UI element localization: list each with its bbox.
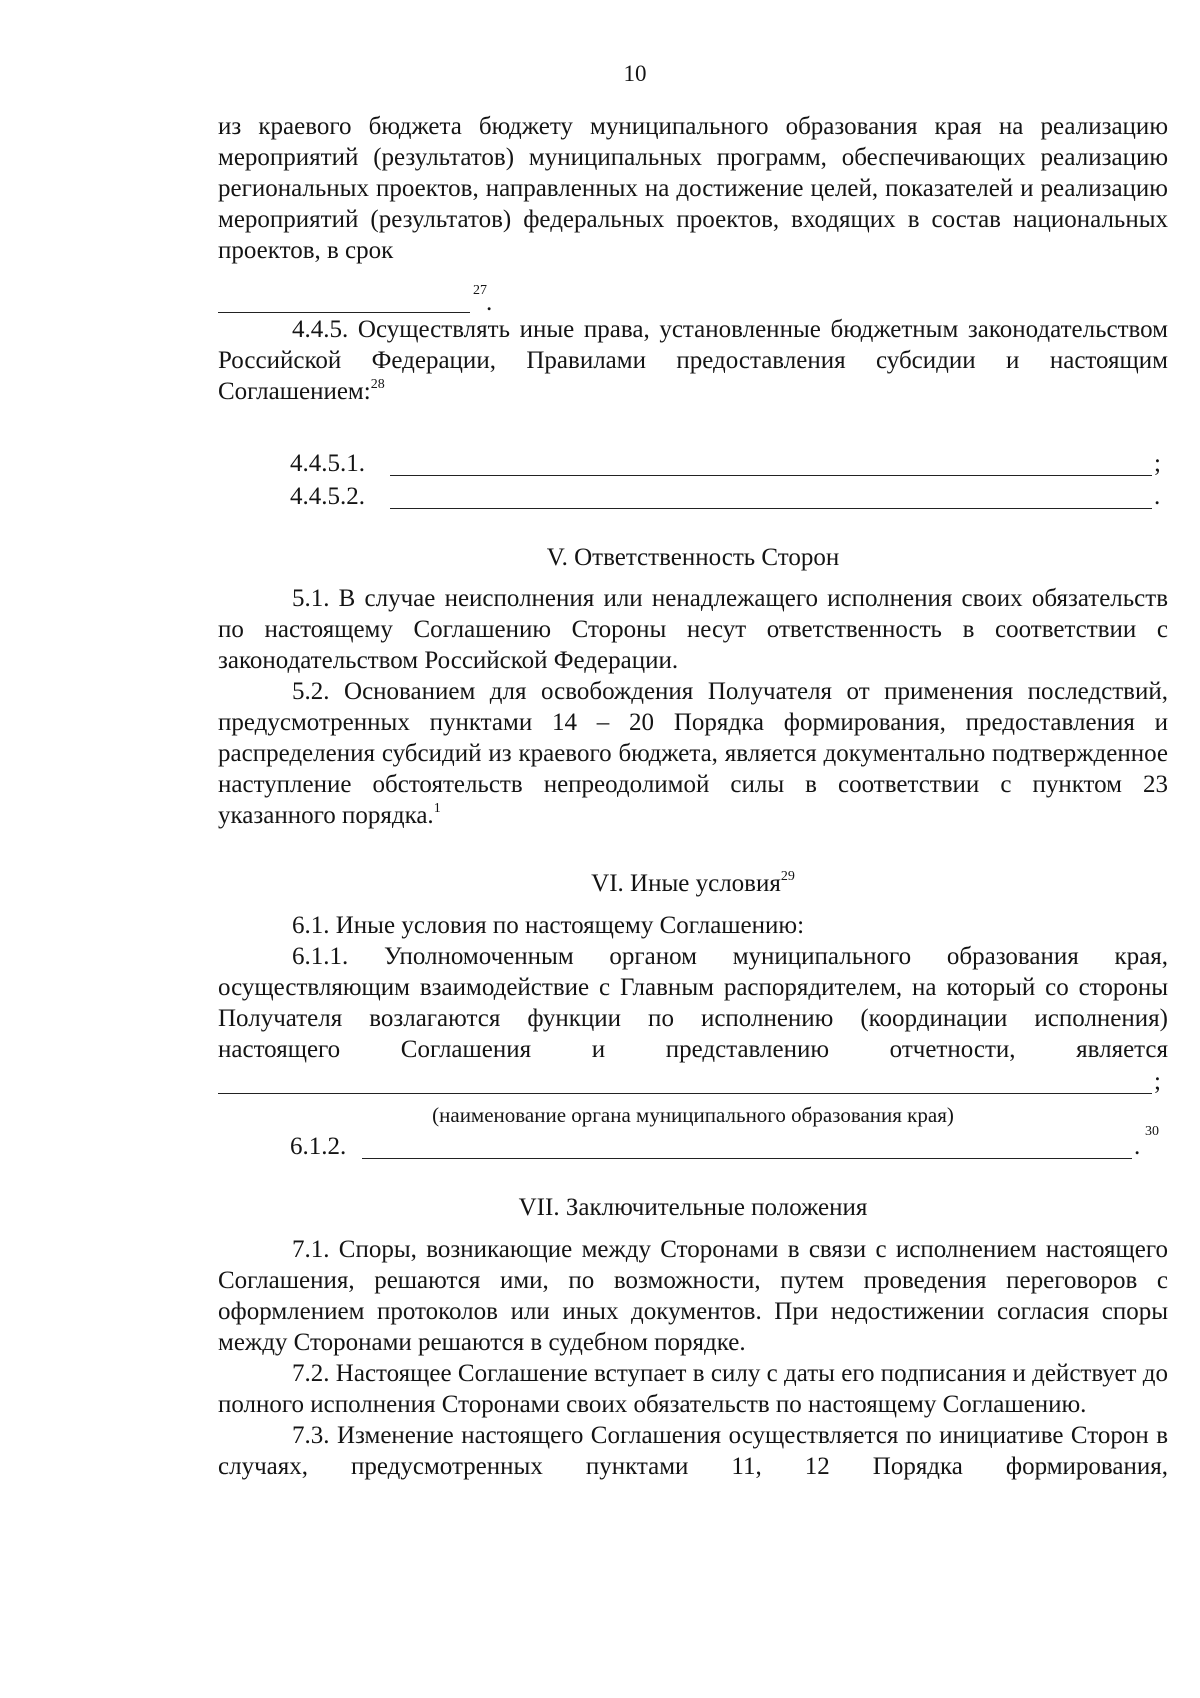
- document-page: 10 из краевого бюджета бюджету муниципального образования края на реализацию мероприятий (результатов) муниципальных программ, обеспечивающих реализацию региональных проектов, направленных на достижение целей, показателей и реализацию мероприятий (результатов) федеральных проектов, входящих в состав национальных проектов, в срок 27 . 4.4.5. Осуществлять иные права, установленные бюджетным законодательством Российской Федерации, Правилами предоставления субсидии и настоящим Соглашением:$^{28}$ 4.4.5.1. ; 4.4.5.2. . V. Ответственность Сторон 5.1. В случае неисполнения или ненадлежащего исполнения своих обязательств по настоящему Соглашению Стороны несут ответственность в соответствии с законодательством Российской Федерации. 5.2. Основанием для освобождения Получателя от применения последствий, предусмотренных пунктами 14 – 20 Порядка формирования, предоставления и распределения субсидий из краевого бюджета, является документально подтвержденное наступление обстоятельств непреодолимой силы в соответствии с пунктом 23 указанного порядка.$^1$ VI. Иные условия$^{29}$ 6.1. Иные условия по настоящему Соглашению: 6.1.1. Уполномоченным органом муниципального образования края, осуществляющим взаимодействие с Главным распорядителем, на который со стороны Получателя возлагаются функции по исполнению (координации исполнения) настоящего Соглашения и представлению отчетности, является ; (наименование органа муниципального образования края) 6.1.2. . 30 VII. Заключительные положения 7.1. Споры, возникающие между Сторонами в связи с исполнением настоящего Соглашения, решаются ими, по возможности, путем проведения переговоров с оформлением протоколов или иных документов. При недостижении согласия споры между Сторонами решаются в судебном порядке. 7.2. Настоящее Соглашение вступает в силу с даты его подписания и действует до полного исполнения Сторонами своих обязательств по настоящему Соглашению. 7.3. Изменение настоящего Соглашения осуществляется по инициативе Сторон в случаях, предусмотренных пунктами 11, 12 Порядка формирования,: [0, 0, 1200, 1698]
- section-7-body: [218, 1234, 1168, 1482]
- paragraph-4-4-5: [218, 314, 1168, 407]
- intro-text: из краевого бюджета бюджету муниципального образования края на реализацию мероприятий (результатов) муниципальных программ, обеспечивающих реализацию региональных проектов, направленных на достижение целей, показателей и реализацию мероприятий (результатов) федеральных проектов, входящих в состав национальных проектов, в срок: [218, 113, 1168, 264]
- intro-paragraph: [218, 111, 1168, 266]
- item-6-1-2-label: 6.1.2.: [290, 1133, 347, 1160]
- section-5-body: [218, 583, 1168, 831]
- item-4-4-5-2-end: .: [1154, 483, 1161, 510]
- footnote-ref-29: 29: [780, 869, 795, 884]
- intro-end-punct: .: [486, 289, 493, 316]
- item-6-1-2-end: .: [1134, 1133, 1141, 1160]
- page-number: 10: [623, 61, 647, 86]
- p445-text: 4.4.5. Осуществлять иные права, установленные бюджетным законодательством Российской Федерации, Правилами предоставления субсидии и настоящим Соглашением:: [218, 316, 1168, 405]
- paragraph-6-1-1: 6.1.1. Уполномоченным органом муниципального образования края, осуществляющим взаимодействие с Главным распорядителем, на который со стороны Получателя возлагаются функции по исполнению (координации исполнения) настоящего Соглашения и представлению отчетности, является: [218, 943, 1168, 1063]
- footnote-ref-28: 28: [370, 377, 385, 392]
- item-4-4-5-1-end: ;: [1154, 450, 1161, 477]
- section-6-title-text: VI. Иные условия: [591, 870, 781, 897]
- item-4-4-5-2-line: [390, 508, 1152, 509]
- item-4-4-5-1-label: 4.4.5.1.: [290, 450, 365, 477]
- item-4-4-5-2-label: 4.4.5.2.: [290, 483, 365, 510]
- section-6-title: [218, 868, 1168, 899]
- section-7-title: VII. Заключительные положения: [518, 1194, 868, 1221]
- paragraph-7-1: 7.1. Споры, возникающие между Сторонами в связи с исполнением настоящего Соглашения, решаются ими, по возможности, путем проведения переговоров с оформлением протоколов или иных документов. При недостижении согласия споры между Сторонами решаются в судебном порядке.: [218, 1236, 1168, 1356]
- item-6-1-2-line: [362, 1158, 1132, 1159]
- paragraph-7-2: 7.2. Настоящее Соглашение вступает в силу с даты его подписания и действует до полного исполнения Сторонами своих обязательств по настоящему Соглашению.: [218, 1360, 1168, 1418]
- organ-name-line: [218, 1093, 1152, 1094]
- paragraph-5-1: 5.1. В случае неисполнения или ненадлежащего исполнения своих обязательств по настоящему Соглашению Стороны несут ответственность в соответствии с законодательством Российской Федерации.: [218, 585, 1168, 674]
- paragraph-7-3: 7.3. Изменение настоящего Соглашения осуществляется по инициативе Сторон в случаях, предусмотренных пунктами 11, 12 Порядка формирования,: [218, 1422, 1168, 1480]
- footnote-ref-1: 1: [433, 801, 441, 816]
- organ-name-end: ;: [1154, 1068, 1161, 1095]
- section-5-title: V. Ответственность Сторон: [546, 544, 840, 571]
- item-4-4-5-1-line: [390, 475, 1152, 476]
- organ-name-caption: (наименование органа муниципального образования края): [432, 1103, 954, 1127]
- section-6-body: [218, 910, 1168, 1065]
- paragraph-6-1: 6.1. Иные условия по настоящему Соглашению:: [292, 912, 805, 939]
- paragraph-5-2: 5.2. Основанием для освобождения Получателя от применения последствий, предусмотренных пунктами 14 – 20 Порядка формирования, предоставления и распределения субсидий из краевого бюджета, является документально подтвержденное наступление обстоятельств непреодолимой силы в соответствии с пунктом 23 указанного порядка.: [218, 678, 1168, 829]
- intro-blank-line: [218, 312, 470, 313]
